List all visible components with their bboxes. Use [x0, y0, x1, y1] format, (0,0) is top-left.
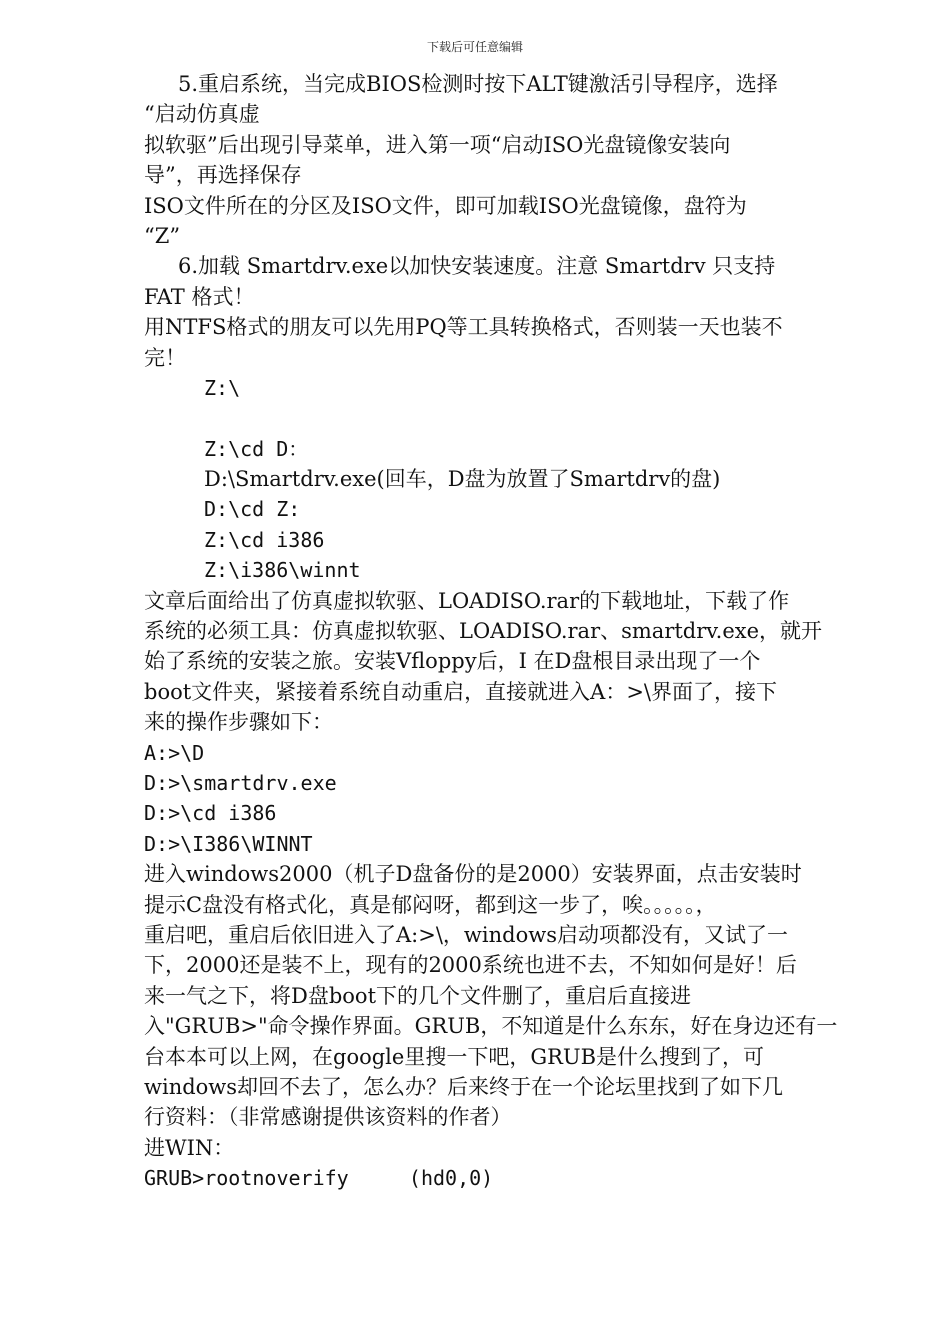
step-5-line-1: 5.重启系统，当完成BIOS检测时按下ALT键激活引导程序，选择	[178, 72, 778, 96]
step-5-line-4: 导”，再选择保存	[144, 163, 302, 188]
paragraph-line: boot文件夹，紧接着系统自动重启，直接就进入A：>\界面了，接下	[144, 679, 778, 704]
paragraph-line: 系统的必须工具：仿真虚拟软驱、LOADISO.rar、smartdrv.exe，就开	[144, 619, 823, 644]
paragraph-line: 下，2000还是装不上，现有的2000系统也进不去，不知如何是好！后	[144, 953, 797, 978]
command-line: GRUB>rootnoverify (hd0,0)	[144, 1166, 494, 1191]
command-line: D:\cd Z:	[204, 497, 301, 522]
step-5-line-6: “Z”	[144, 223, 181, 248]
paragraph-line: windows却回不去了，怎么办？后来终于在一个论坛里找到了如下几	[144, 1074, 784, 1099]
step-6-line-4: 完！	[144, 345, 186, 370]
blank-line	[144, 403, 884, 433]
step-5-line-2: “启动仿真虚	[144, 102, 260, 127]
page-header: 下载后可任意编辑	[426, 40, 523, 54]
paragraph-line: 始了系统的安装之旅。安装Vfloppy后，I 在D盘根目录出现了一个	[144, 649, 761, 674]
paragraph-line: 进WIN：	[144, 1135, 235, 1160]
step-5-line-3: 拟软驱”后出现引导菜单，进入第一项“启动ISO光盘镜像安装向	[144, 132, 731, 157]
paragraph-line: 行资料：（非常感谢提供该资料的作者）	[144, 1105, 512, 1130]
command-line: D:>\cd i386	[144, 801, 277, 826]
command-line: Z:\cd D：	[204, 436, 309, 461]
step-6-line-1: 6.加载 Smartdrv.exe以加快安装速度。注意 Smartdrv 只支持	[178, 254, 776, 279]
command-line: Z:\i386\winnt	[204, 558, 361, 583]
step-5-line-5: ISO文件所在的分区及ISO文件，即可加载ISO光盘镜像，盘符为	[144, 193, 747, 218]
paragraph-line: 进入windows2000（机子D盘备份的是2000）安装界面，点击安装时	[144, 862, 802, 887]
command-line: A:>\D	[144, 740, 205, 765]
paragraph-line: 来的操作步骤如下：	[144, 710, 333, 735]
paragraph-line: 来一气之下，将D盘boot下的几个文件删了，重启后直接进	[144, 983, 692, 1008]
step-6-line-2: FAT 格式！	[144, 284, 255, 309]
paragraph-line: 重启吧，重启后依旧进入了A:>\，windows启动项都没有，又试了一	[144, 922, 788, 947]
step-6-line-3: 用NTFS格式的朋友可以先用PQ等工具转换格式，否则装一天也装不	[144, 315, 783, 340]
document-body	[144, 69, 884, 1193]
command-line: D:\Smartdrv.exe(回车，D盘为放置了Smartdrv的盘)	[204, 467, 721, 492]
command-line: D:>\smartdrv.exe	[144, 770, 337, 795]
paragraph-line: 文章后面给出了仿真虚拟软驱、LOADISO.rar的下载地址，下载了作	[144, 588, 790, 613]
command-line: Z:\	[204, 375, 241, 400]
paragraph-line: 入"GRUB>"命令操作界面。GRUB，不知道是什么东东，好在身边还有一	[144, 1014, 838, 1039]
paragraph-line: 提示C盘没有格式化，真是郁闷呀，都到这一步了，唉。。。。。，	[144, 892, 717, 917]
command-line: D:>\I386\WINNT	[144, 831, 313, 856]
command-line: Z:\cd i386	[204, 527, 325, 552]
paragraph-line: 台本本可以上网，在google里搜一下吧，GRUB是什么搜到了，可	[144, 1044, 765, 1069]
